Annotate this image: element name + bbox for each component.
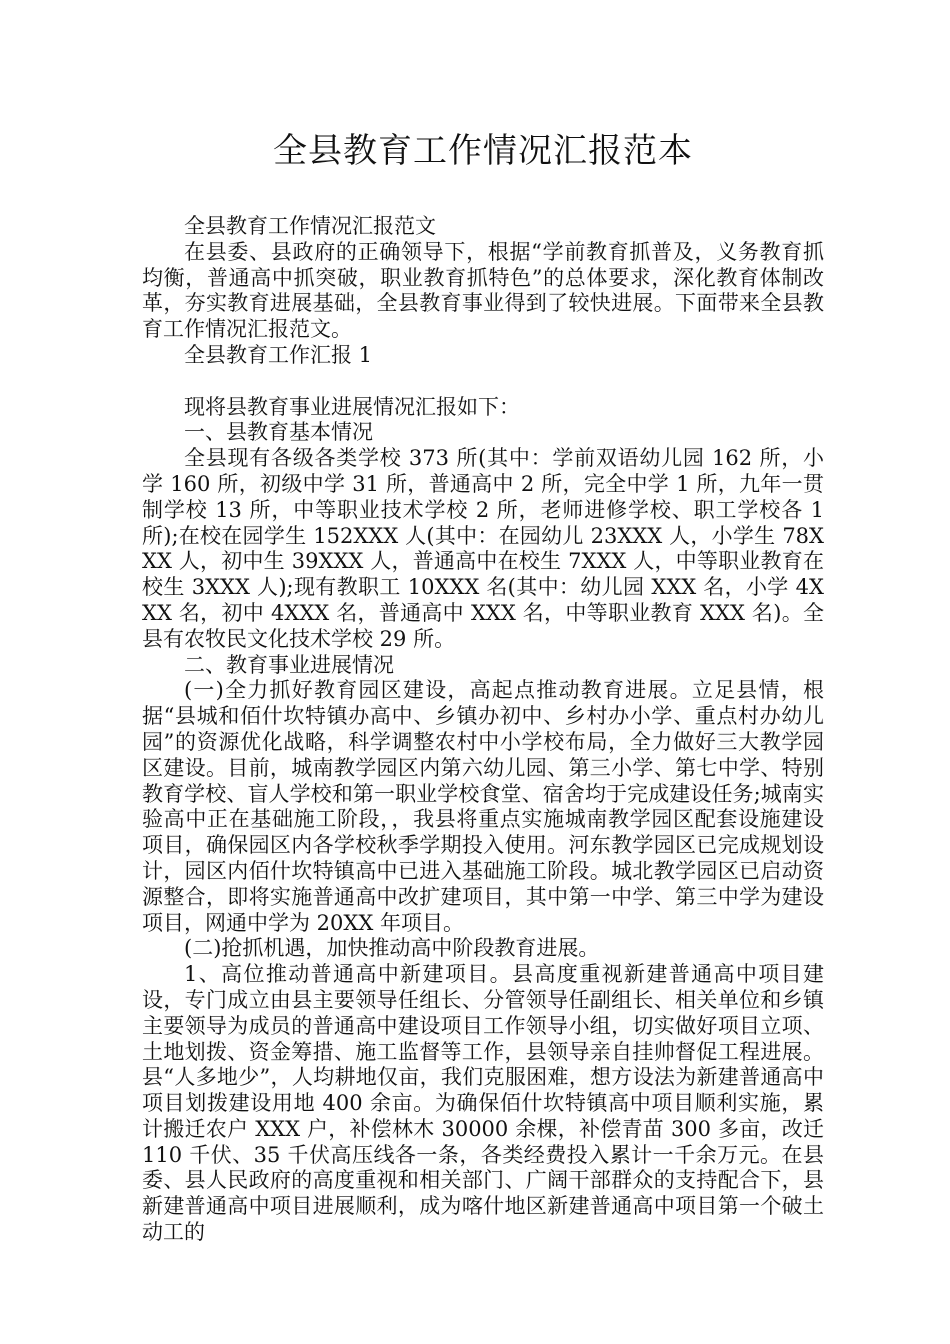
paragraph-subtitle: 全县教育工作情况汇报范文	[184, 214, 436, 238]
paragraph-report-heading: 全县教育工作汇报 1	[184, 342, 373, 367]
paragraph-high-school-heading: (二)抢抓机遇，加快推动高中阶段教育进展。	[184, 936, 600, 961]
paragraph-basic-info: 全县现有各级各类学校 373 所(其中：学前双语幼儿园 162 所，小学 160 所，初级中学 31 所，普通高中 2 所，完全中学 1 所，九年一贯制学校 13 所，中等职业技术学校 2 所，老师进修学校、职工学校各 1 所);在校在园学生 152XXX 人(其中：在园幼儿 23XXX 人，小学生 78XXX 人，初中生 39XXX 人，普通高中在校生 7XXX 人，中等职业教育在校生 3XXX 人);现有教职工 10XXX 名(其中：幼儿园 XXX 名，小学 4XXX 名，初中 4XXX 名，普通高中 XXX 名，中等职业教育 XXX 名)。全县有农牧民文化技术学校 29 所。	[142, 446, 824, 651]
section-heading-progress: 二、教育事业进展情况	[184, 652, 394, 677]
section-heading-basic-info: 一、县教育基本情况	[184, 420, 373, 445]
paragraph-high-school-project: 1、高位推动普通高中新建项目。县高度重视新建普通高中项目建设，专门成立由县主要领导任组长、分管领导任副组长、相关单位和乡镇主要领导为成员的普通高中建设项目工作领导小组，切实做好项目立项、土地划拨、资金筹措、施工监督等工作，县领导亲自挂帅督促工程进展。县“人多地少”，人均耕地仅亩，我们克服困难，想方设法为新建普通高中项目划拨建设用地 400 余亩。为确保佰什坎特镇高中项目顺利实施，累计搬迁农户 XXX 户，补偿林木 30000 余棵，补偿青苗 300 多亩，改迁 110 千伏、35 千伏高压线各一条，各类经费投入累计一千余万元。在县委、县人民政府的高度重视和相关部门、广阔干部群众的支持配合下，县新建普通高中项目进展顺利，成为喀什地区新建普通高中项目第一个破土动工的	[142, 962, 824, 1245]
paragraph-intro: 在县委、县政府的正确领导下，根据“学前教育抓普及，义务教育抓均衡，普通高中抓突破，职业教育抓特色”的总体要求，深化教育体制改革，夯实教育进展基础，全县教育事业得到了较快进展。下面带来全县教育工作情况汇报范文。	[142, 239, 824, 342]
paragraph-report-lead: 现将县教育事业进展情况汇报如下：	[184, 394, 520, 419]
document-page	[142, 128, 824, 1246]
paragraph-campus-construction: (一)全力抓好教育园区建设，高起点推动教育进展。立足县情，根据“县城和佰什坎特镇办高中、乡镇办初中、乡村办小学、重点村办幼儿园”的资源优化战略，科学调整农村中小学校布局，全力做好三大教学园区建设。目前，城南教学园区内第六幼儿园、第三小学、第七中学、特别教育学校、盲人学校和第一职业学校食堂、宿舍均于完成建设任务;城南实验高中正在基础施工阶段，，我县将重点实施城南教学园区配套设施建设项目，确保园区内各学校秋季学期投入使用。河东教学园区已完成规划设计，园区内佰什坎特镇高中已进入基础施工阶段。城北教学园区已启动资源整合，即将实施普通高中改扩建项目，其中第一中学、第三中学为建设项目，网通中学为 20XX 年项目。	[142, 678, 824, 935]
document-title: 全县教育工作情况汇报范本	[273, 131, 693, 171]
blank-line	[142, 369, 824, 395]
